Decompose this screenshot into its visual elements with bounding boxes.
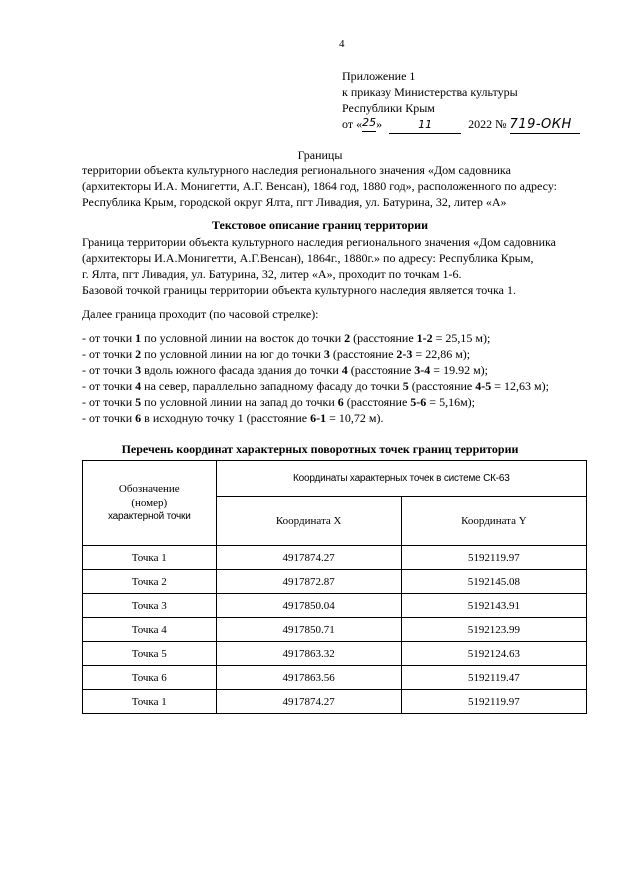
point-name-cell: Точка 6 bbox=[83, 666, 217, 690]
route-item: - от точки 2 по условной линии на юг до точки 3 (расстояние 2-3 = 22,86 м); bbox=[82, 347, 471, 361]
order-day: 25 bbox=[362, 115, 376, 132]
route-item: - от точки 5 по условной линии на запад до точки 6 (расстояние 5-6 = 5,16м); bbox=[82, 395, 475, 409]
table-row bbox=[83, 690, 587, 714]
y-value-cell: 5192119.97 bbox=[401, 690, 586, 714]
order-number-label: № bbox=[495, 117, 507, 131]
appendix-header bbox=[342, 68, 580, 134]
appendix-title: Приложение 1 bbox=[342, 69, 416, 83]
y-value-cell: 5192124.63 bbox=[401, 642, 586, 666]
y-value-cell: 5192119.47 bbox=[401, 666, 586, 690]
x-value-cell: 4917874.27 bbox=[216, 690, 401, 714]
y-value-cell: 5192145.08 bbox=[401, 570, 586, 594]
x-value-cell: 4917874.27 bbox=[216, 546, 401, 570]
order-date-line bbox=[342, 116, 580, 134]
table-row bbox=[83, 618, 587, 642]
order-prefix: от « bbox=[342, 117, 363, 131]
y-value-cell: 5192123.99 bbox=[401, 618, 586, 642]
y-coordinate-header: Координата Y bbox=[401, 497, 586, 546]
description-line: (архитекторы И.А.Монигетти, А.Г.Венсан), 1864г., 1880г.» по адресу: Республика Крым, bbox=[82, 251, 534, 265]
point-name-cell: Точка 1 bbox=[83, 546, 217, 570]
intro-line: (архитекторы И.А. Монигетти, А.Г. Венсан), 1864 год, 1880 год», расположенного по адресу: bbox=[82, 179, 558, 193]
text-description-paragraph bbox=[82, 234, 586, 298]
description-line: Граница территории объекта культурного наследия регионального значения «Дом садовника bbox=[82, 235, 556, 249]
point-name-cell: Точка 3 bbox=[83, 594, 217, 618]
route-item: - от точки 3 вдоль южного фасада здания до точки 4 (расстояние 3-4 = 19.92 м); bbox=[82, 363, 488, 377]
x-coordinate-header: Координата X bbox=[216, 497, 401, 546]
table-row bbox=[83, 570, 587, 594]
route-item: - от точки 4 на север, параллельно западному фасаду до точки 5 (расстояние 4-5 = 12,63 м); bbox=[82, 379, 549, 393]
x-value-cell: 4917872.87 bbox=[216, 570, 401, 594]
order-quote-close: » bbox=[376, 117, 383, 131]
route-list bbox=[82, 330, 586, 426]
route-item: - от точки 6 в исходную точку 1 (расстояние 6-1 = 10,72 м). bbox=[82, 411, 384, 425]
table-caption: Перечень координат характерных поворотных точек границ территории bbox=[121, 442, 519, 456]
intro-line: территории объекта культурного наследия регионального значения «Дом садовника bbox=[82, 163, 511, 177]
order-number: 719-ОКН bbox=[510, 117, 580, 134]
page-number: 4 bbox=[339, 38, 345, 50]
intro-paragraph bbox=[82, 162, 586, 210]
coordinates-group-header: Координаты характерных точек в системе СК-63 bbox=[216, 461, 586, 497]
description-line: г. Ялта, пгт Ливадия, ул. Батурина, 32, литер «А», проходит по точкам 1-6. bbox=[82, 267, 462, 281]
coordinates-table bbox=[82, 460, 587, 714]
table-row bbox=[83, 642, 587, 666]
x-value-cell: 4917850.04 bbox=[216, 594, 401, 618]
point-name-cell: Точка 5 bbox=[83, 642, 217, 666]
intro-line: Республика Крым, городской округ Ялта, пгт Ливадия, ул. Батурина, 32, литер «А» bbox=[82, 195, 507, 209]
order-month: 11 bbox=[389, 117, 461, 134]
x-value-cell: 4917863.32 bbox=[216, 642, 401, 666]
point-name-cell: Точка 1 bbox=[83, 690, 217, 714]
y-value-cell: 5192119.97 bbox=[401, 546, 586, 570]
order-year: 2022 bbox=[468, 117, 493, 131]
point-name-cell: Точка 4 bbox=[83, 618, 217, 642]
table-row bbox=[83, 594, 587, 618]
point-designation-header: Обозначение (номер) характерной точки bbox=[83, 461, 217, 546]
route-intro: Далее граница проходит (по часовой стрелке): bbox=[82, 307, 319, 321]
document-title: Границы bbox=[297, 148, 343, 162]
y-value-cell: 5192143.91 bbox=[401, 594, 586, 618]
description-line: Базовой точкой границы территории объекта культурного наследия является точка 1. bbox=[82, 283, 516, 297]
x-value-cell: 4917863.56 bbox=[216, 666, 401, 690]
appendix-region: Республики Крым bbox=[342, 101, 435, 115]
table-row bbox=[83, 666, 587, 690]
point-name-cell: Точка 2 bbox=[83, 570, 217, 594]
x-value-cell: 4917850.71 bbox=[216, 618, 401, 642]
text-description-heading: Текстовое описание границ территории bbox=[211, 218, 429, 232]
table-row bbox=[83, 546, 587, 570]
route-item: - от точки 1 по условной линии на восток до точки 2 (расстояние 1-2 = 25,15 м); bbox=[82, 331, 491, 345]
appendix-order-ref: к приказу Министерства культуры bbox=[342, 85, 518, 99]
